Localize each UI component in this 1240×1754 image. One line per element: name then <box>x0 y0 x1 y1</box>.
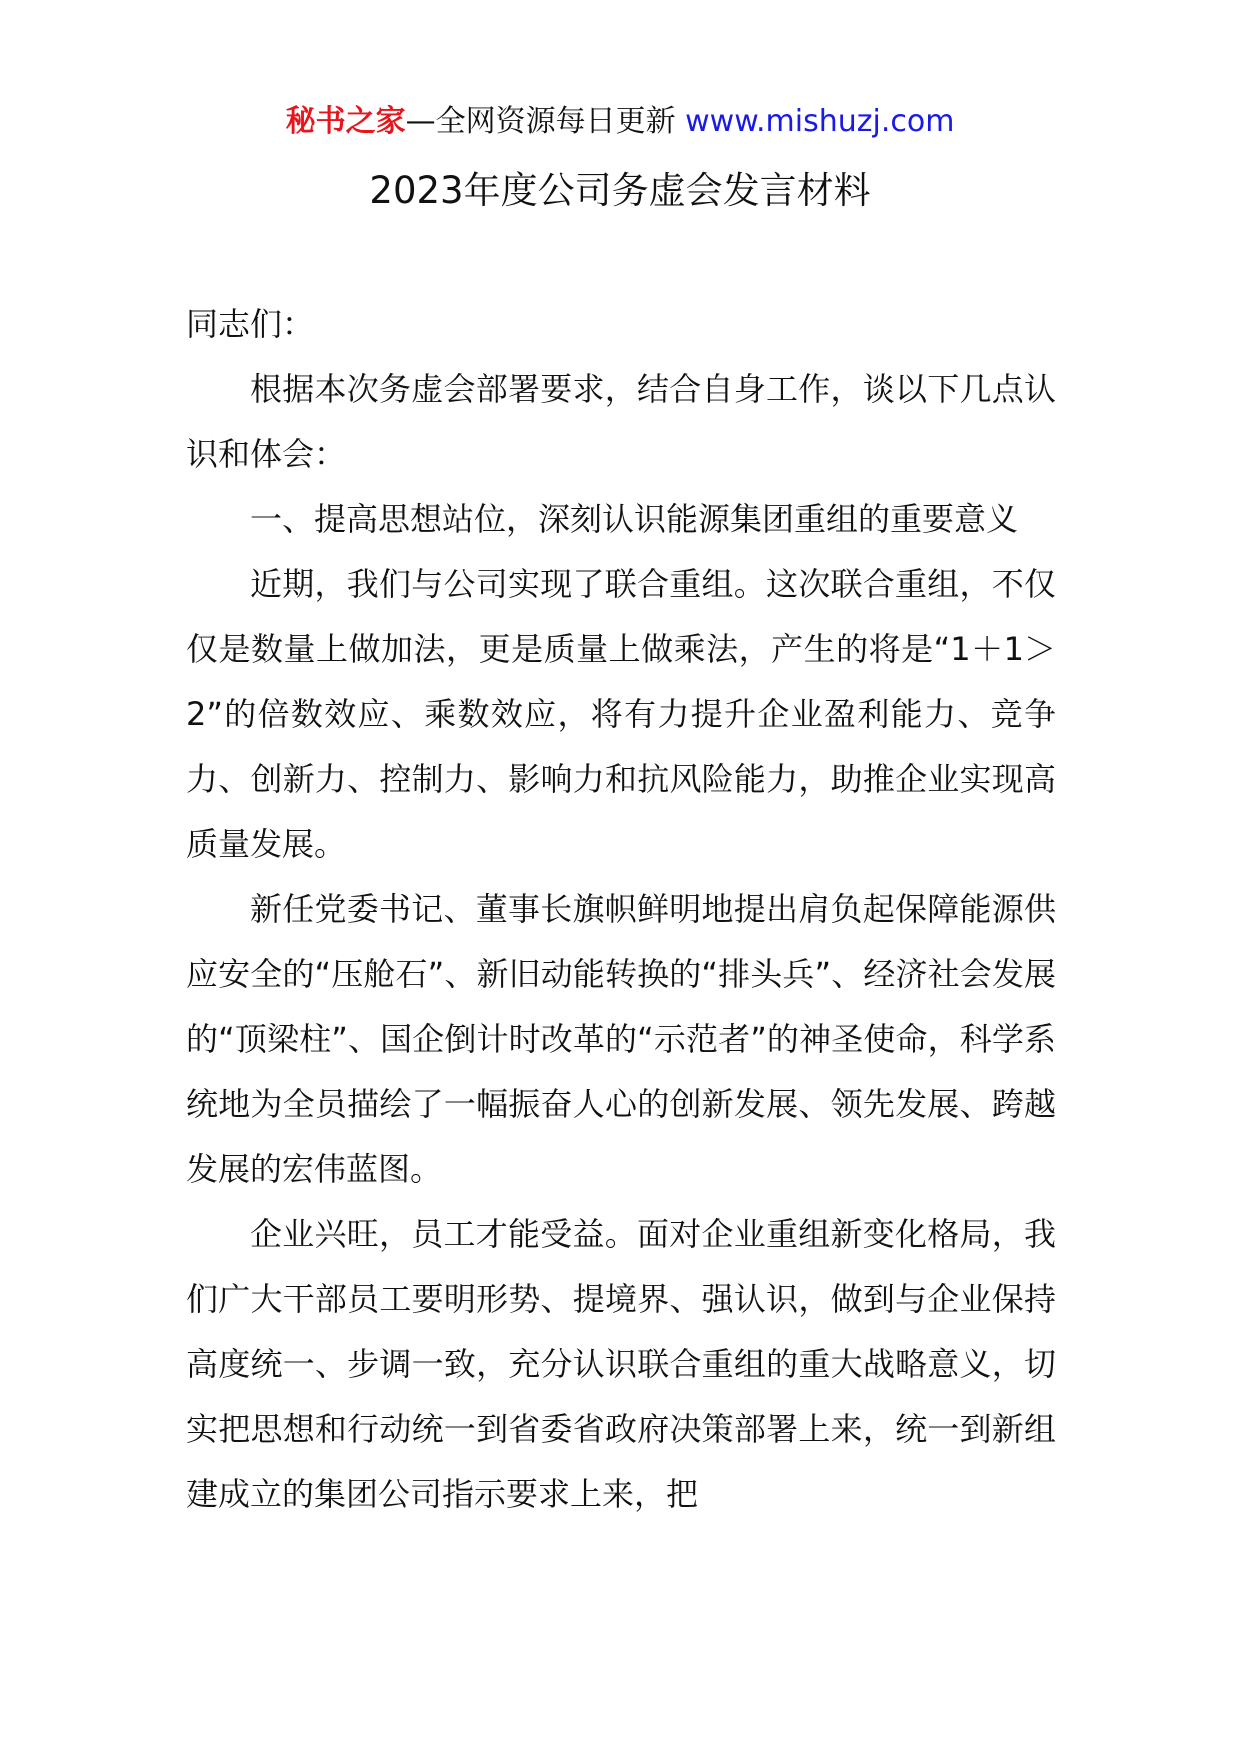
site-url-link[interactable]: www.mishuzj.com <box>685 104 955 139</box>
brand-name: 秘书之家 <box>285 104 406 139</box>
paragraph: 企业兴旺，员工才能受益。面对企业重组新变化格局，我们广大干部员工要明形势、提境界、强认识，做到与企业保持高度统一、步调一致，充分认识联合重组的重大战略意义，切实把思想和行动统一到省委省政府决策部署上来，统一到新组建成立的集团公司指示要求上来，把 <box>186 1215 1056 1513</box>
site-header <box>0 100 1240 144</box>
document-title: 2023年度公司务虚会发言材料 <box>369 169 871 212</box>
paragraph: 新任党委书记、董事长旗帜鲜明地提出肩负起保障能源供应安全的“压舱石”、新旧动能转换的“排头兵”、经济社会发展的“顶梁柱”、国企倒计时改革的“示范者”的神圣使命，科学系统地为全员描绘了一幅振奋人心的创新发展、领先发展、跨越发展的宏伟蓝图。 <box>186 890 1056 1188</box>
paragraph: 近期，我们与公司实现了联合重组。这次联合重组，不仅仅是数量上做加法，更是质量上做乘法，产生的将是“1＋1＞2”的倍数效应、乘数效应，将有力提升企业盈利能力、竞争力、创新力、控制力、影响力和抗风险能力，助推企业实现高质量发展。 <box>186 565 1056 863</box>
salutation: 同志们： <box>186 305 315 343</box>
section-heading-1: 一、提高思想站位，深刻认识能源集团重组的重要意义 <box>250 500 1019 538</box>
paragraph-intro: 根据本次务虚会部署要求，结合自身工作，谈以下几点认识和体会： <box>186 370 1056 473</box>
brand-tagline: —全网资源每日更新 <box>405 104 676 139</box>
document-body <box>186 292 1056 1527</box>
